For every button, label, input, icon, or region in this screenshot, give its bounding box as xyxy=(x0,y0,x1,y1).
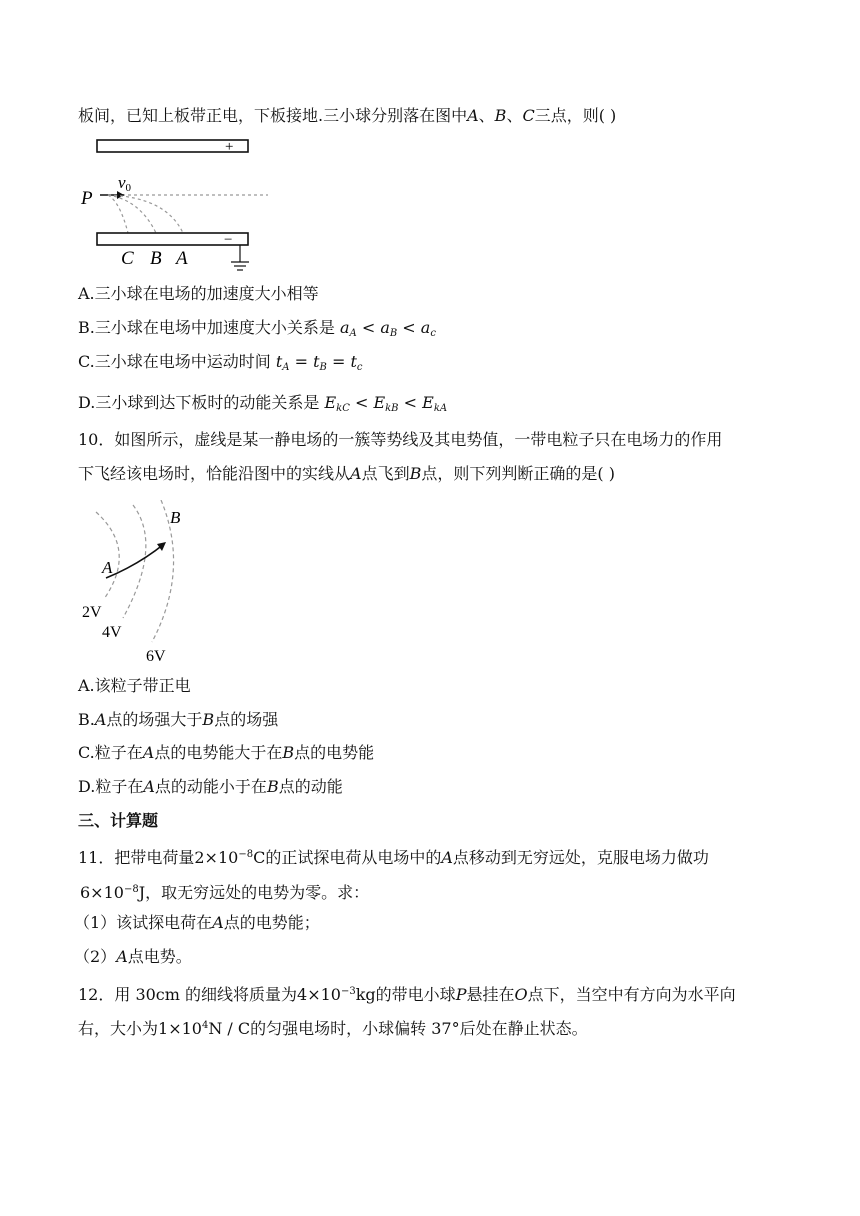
q9-option-c xyxy=(78,352,363,378)
q9-stem-end: 三点，则( ) xyxy=(534,106,617,125)
q9-stem-text: 板间，已知上板带正电，下板接地.三小球分别落在图中 xyxy=(78,106,468,125)
option-text: D.三小球到达下板时的动能关系是 xyxy=(78,393,320,412)
q9-option-a: A.三小球在电场的加速度大小相等 xyxy=(78,284,319,303)
q12-stem-line1: 12．用 30cm 的细线将质量为$4\times 10^{-3}kg$的带电小球P悬挂在O点下，当空中有方向为水平向 xyxy=(78,985,736,1004)
equipotential-2v xyxy=(96,512,119,599)
q10-stem-line1: 10．如图所示，虚线是某一静电场的一簇等势线及其电势值，一带电粒子只在电场力的作用 xyxy=(78,430,723,449)
option-math: $t_A = t_B = t_c$ xyxy=(275,352,363,373)
q9-point-c: C xyxy=(522,106,535,125)
label-b: B xyxy=(150,248,162,269)
q9-capacitor-figure xyxy=(78,134,278,274)
equipotential-4v xyxy=(123,505,146,618)
trajectory-arrowhead xyxy=(157,542,166,551)
option-text: C.三小球在电场中运动时间 xyxy=(78,352,271,371)
q11-stem-line1: 11．把带电荷量$2\times 10^{-8}C$的正试探电荷从电场中的A点移动到无穷远处，克服电场力做功 xyxy=(78,848,709,867)
plus-sign: + xyxy=(225,139,234,155)
q10-equipotential-figure xyxy=(78,500,218,670)
label-a: A xyxy=(176,248,188,269)
minus-sign: − xyxy=(224,232,233,248)
q9-sep: 、 xyxy=(506,106,523,125)
q11-subquestion-2: （2）A点电势。 xyxy=(74,947,192,966)
trajectory-a xyxy=(108,195,183,233)
label-6v: 6V xyxy=(146,648,166,665)
label-v0: v0 xyxy=(118,173,132,194)
q9-point-a: A xyxy=(467,106,479,125)
option-math: $E_{kC} < E_{kB} < E_{kA}$ xyxy=(324,393,448,414)
section-heading: 三、计算题 xyxy=(78,811,159,830)
q9-stem xyxy=(78,106,616,126)
particle-trajectory xyxy=(106,544,164,578)
option-text: B.三小球在电场中加速度大小关系是 xyxy=(78,318,335,337)
q10-option-b: B.A点的场强大于B点的场强 xyxy=(78,710,279,729)
label-a: A xyxy=(102,558,113,577)
q9-option-d xyxy=(78,393,447,419)
q10-option-c: C.粒子在A点的电势能大于在B点的电势能 xyxy=(78,743,375,762)
q10-option-a: A.该粒子带正电 xyxy=(78,676,191,695)
q10-option-d: D.粒子在A点的动能小于在B点的动能 xyxy=(78,777,343,796)
q12-stem-line2: 右，大小为$1\times 10^4N / C$的匀强电场时，小球偏转 37°后处在静止状态。 xyxy=(78,1019,588,1038)
label-2v: 2V xyxy=(82,604,102,621)
q9-sep: 、 xyxy=(478,106,495,125)
q11-stem-line2: $6\times 10^{-8}J$，取无穷远处的电势为零。求： xyxy=(80,883,370,902)
label-c: C xyxy=(121,248,134,269)
label-4v: 4V xyxy=(102,624,122,641)
q9-point-b: B xyxy=(494,106,507,125)
label-p: P xyxy=(81,188,93,209)
trajectory-b xyxy=(108,195,156,233)
label-b: B xyxy=(170,508,181,527)
q9-option-b xyxy=(78,318,436,344)
q10-stem-line2: 下飞经该电场时，恰能沿图中的实线从A点飞到B点，则下列判断正确的是( ) xyxy=(78,464,615,483)
option-math: $a_A < a_B < a_c$ xyxy=(339,318,436,339)
q11-subquestion-1: （1）该试探电荷在A点的电势能； xyxy=(74,913,320,932)
